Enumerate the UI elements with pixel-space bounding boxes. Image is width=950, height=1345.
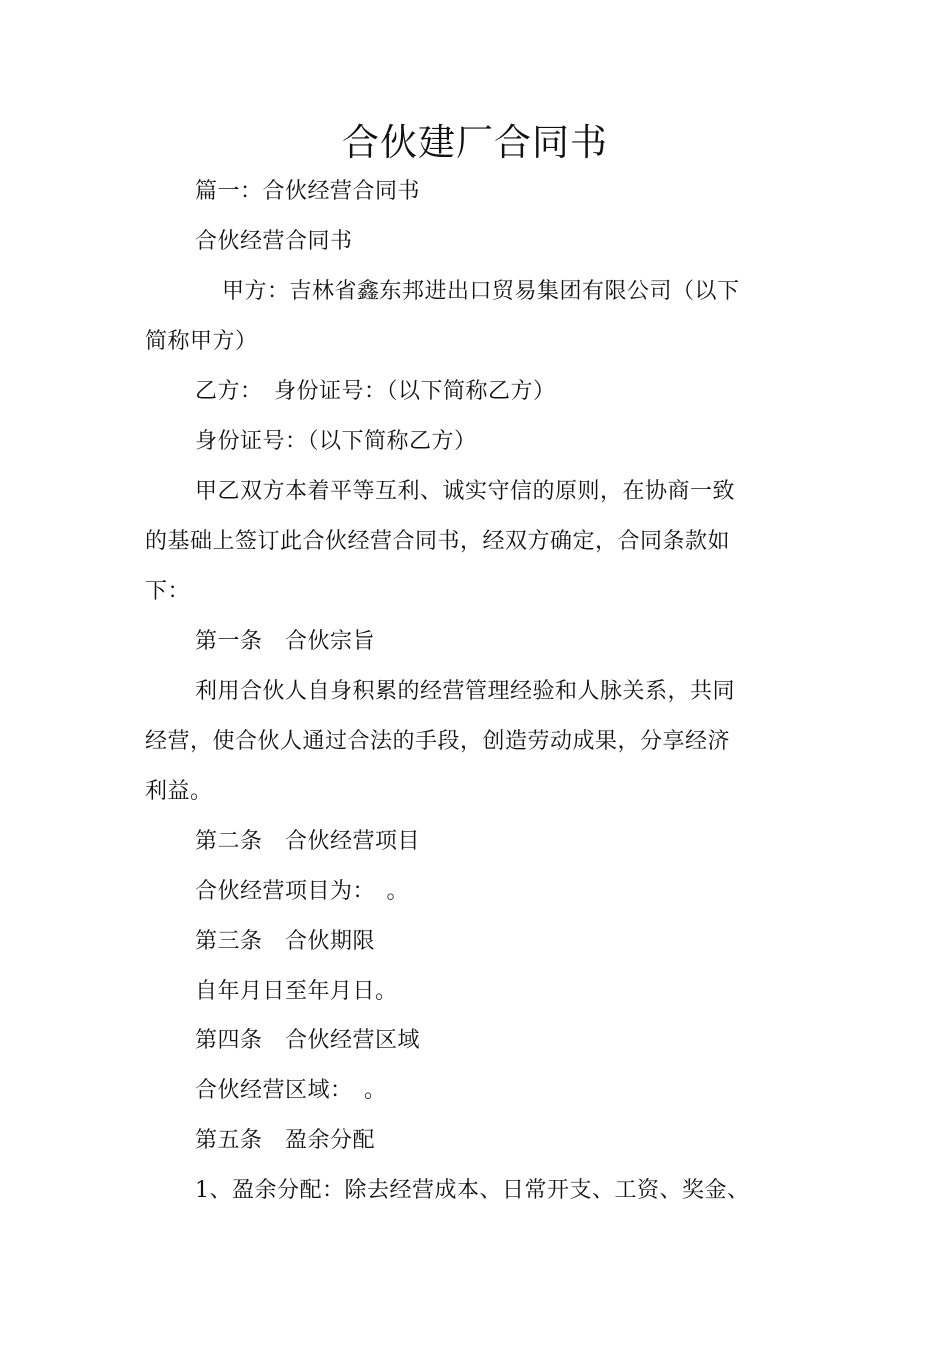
text-line: 合伙经营区域： 。 — [195, 1078, 387, 1103]
text-line: 利益。 — [145, 779, 213, 804]
text-line: 第三条 合伙期限 — [195, 929, 376, 954]
text-line: 1、盈余分配：除去经营成本、日常开支、工资、奖金、 — [195, 1178, 750, 1203]
text-line: 乙方： 身份证号：（以下简称乙方） — [195, 379, 556, 404]
text-line: 甲方：吉林省鑫东邦进出口贸易集团有限公司（以下 — [222, 279, 740, 304]
text-line: 的基础上签订此合伙经营合同书，经双方确定，合同条款如 — [145, 529, 731, 554]
text-line: 第二条 合伙经营项目 — [195, 829, 421, 854]
text-line: 合伙经营项目为： 。 — [195, 879, 410, 904]
text-line: 合伙经营合同书 — [195, 229, 353, 254]
text-line: 第五条 盈余分配 — [195, 1128, 376, 1153]
text-line: 篇一：合伙经营合同书 — [195, 179, 421, 204]
text-line: 第四条 合伙经营区域 — [195, 1028, 421, 1053]
text-line: 自年月日至年月日。 — [195, 979, 398, 1004]
text-line: 第一条 合伙宗旨 — [195, 629, 376, 654]
text-line: 甲乙双方本着平等互利、诚实守信的原则，在协商一致 — [195, 479, 736, 504]
text-line: 利用合伙人自身积累的经营管理经验和人脉关系，共同 — [195, 679, 736, 704]
text-line: 简称甲方） — [145, 329, 258, 354]
text-line: 经营，使合伙人通过合法的手段，创造劳动成果，分享经济 — [145, 729, 731, 754]
text-line: 下： — [145, 579, 191, 604]
document-title: 合伙建厂合同书 — [342, 121, 608, 164]
text-line: 身份证号：（以下简称乙方） — [195, 429, 477, 454]
